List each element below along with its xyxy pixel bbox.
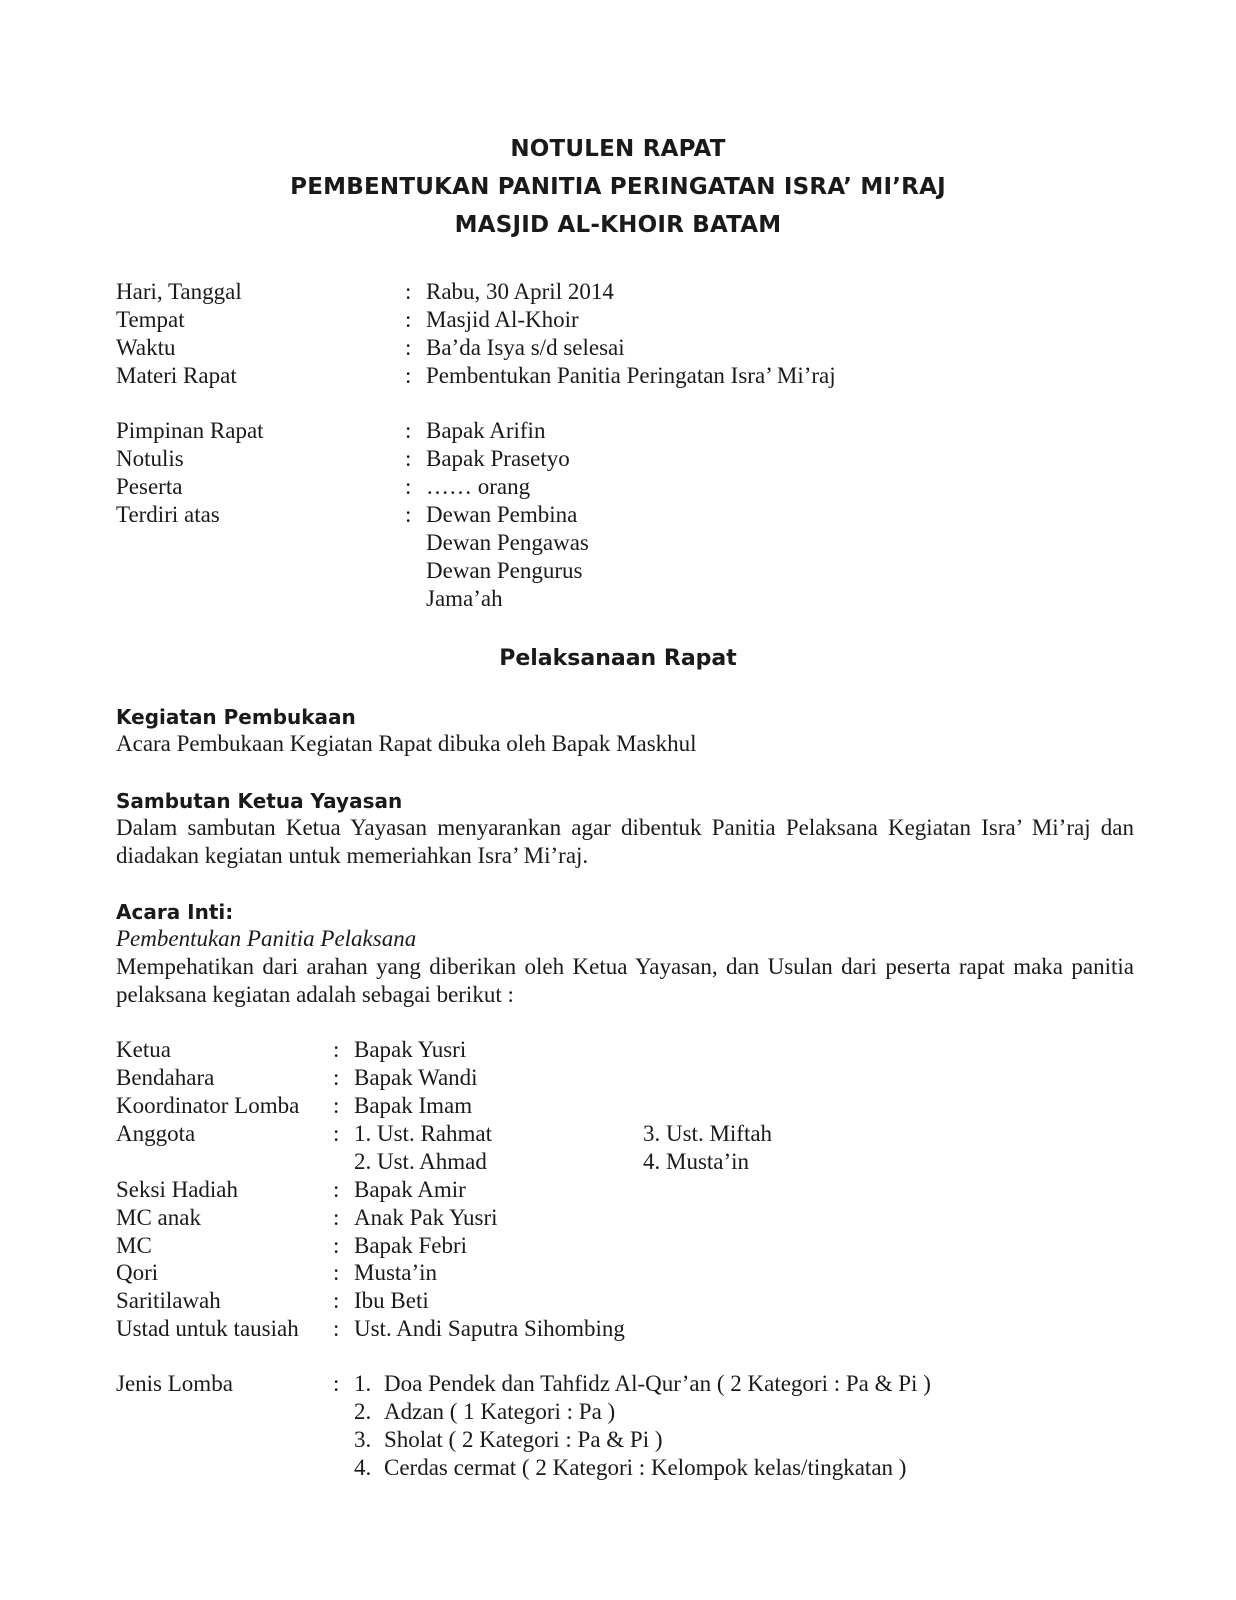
info-value: Rabu, 30 April 2014 [426,279,614,304]
colon: : [405,307,412,332]
info-value: Pembentukan Panitia Peringatan Isra’ Mi’raj [426,363,836,388]
info-value: …… orang [426,474,531,499]
info-value: Jama’ah [426,586,503,611]
committee-label: Saritilawah [116,1288,221,1313]
anggota-member: 3. Ust. Miftah [643,1121,773,1146]
lomba-item: Cerdas cermat ( 2 Kategori : Kelompok kelas/tingkatan ) [384,1455,907,1480]
colon: : [405,279,412,304]
lomba-label: Jenis Lomba [116,1371,233,1396]
anggota-member: 2. Ust. Ahmad [354,1149,487,1174]
heading-acara-inti: Acara Inti: [116,900,234,924]
committee-label: Anggota [116,1121,196,1146]
info-label: Tempat [116,307,185,332]
info-label: Peserta [116,474,183,499]
title-line-1: NOTULEN RAPAT [510,136,726,162]
colon: : [333,1316,340,1341]
info-value: Ba’da Isya s/d selesai [426,335,625,360]
colon: : [333,1177,340,1202]
committee-label: MC anak [116,1205,201,1230]
colon: : [405,363,412,388]
colon: : [405,418,412,443]
info-value: Bapak Arifin [426,418,546,443]
colon: : [333,1093,340,1118]
lomba-item: Doa Pendek dan Tahfidz Al-Qur’an ( 2 Kategori : Pa & Pi ) [384,1371,931,1396]
committee-value: Bapak Febri [354,1233,468,1258]
committee-label: Qori [116,1260,159,1285]
colon: : [405,446,412,471]
info-label: Terdiri atas [116,502,220,527]
colon: : [405,335,412,360]
lomba-number: 3. [354,1427,372,1452]
committee-label: MC [116,1233,152,1258]
subheading-pembentukan: Pembentukan Panitia Pelaksana [116,926,417,951]
committee-label: Ketua [116,1037,171,1062]
colon: : [405,474,412,499]
colon: : [333,1121,340,1146]
info-label: Materi Rapat [116,363,237,388]
info-value: Bapak Prasetyo [426,446,570,471]
committee-value: Bapak Yusri [354,1037,467,1062]
info-value: Masjid Al-Khoir [426,307,579,332]
colon: : [333,1371,340,1396]
info-label: Hari, Tanggal [116,279,242,304]
lomba-item: Sholat ( 2 Kategori : Pa & Pi ) [384,1427,663,1452]
lomba-item: Adzan ( 1 Kategori : Pa ) [384,1399,616,1424]
info-label: Pimpinan Rapat [116,418,264,443]
committee-value: Ibu Beti [354,1288,429,1313]
committee-label: Ustad untuk tausiah [116,1316,299,1341]
info-value: Dewan Pengawas [426,530,589,555]
committee-value: Musta’in [354,1260,438,1285]
lomba-number: 2. [354,1399,372,1424]
paragraph-acara-inti: Mempehatikan dari arahan yang diberikan oleh Ketua Yayasan, dan Usulan dari peserta rapat maka panitia pelaksana kegiatan adalah sebagai berikut : [116,954,1134,1007]
document-title [0,130,1236,244]
colon: : [333,1260,340,1285]
colon: : [333,1037,340,1062]
committee-value: Ust. Andi Saputra Sihombing [354,1316,625,1341]
committee-label: Bendahara [116,1065,215,1090]
title-line-3: MASJID AL-KHOIR BATAM [454,212,782,238]
lomba-number: 1. [354,1371,372,1396]
committee-label: Seksi Hadiah [116,1177,239,1202]
info-value: Dewan Pembina [426,502,578,527]
heading-kegiatan-pembukaan: Kegiatan Pembukaan [116,705,356,729]
colon: : [333,1288,340,1313]
lomba-number: 4. [354,1455,372,1480]
committee-value: Bapak Imam [354,1093,473,1118]
anggota-member: 4. Musta’in [643,1149,750,1174]
committee-label: Koordinator Lomba [116,1093,300,1118]
heading-sambutan: Sambutan Ketua Yayasan [116,789,403,813]
info-label: Notulis [116,446,184,471]
colon: : [333,1233,340,1258]
committee-value: Bapak Wandi [354,1065,478,1090]
paragraph-sambutan: Dalam sambutan Ketua Yayasan menyarankan agar dibentuk Panitia Pelaksana Kegiatan Isra’ Mi’raj dan diadakan kegiatan untuk memeriahkan Isra’ Mi’raj. [116,815,1134,868]
title-line-2: PEMBENTUKAN PANITIA PERINGATAN ISRA’ MI’RAJ [290,174,946,200]
section-heading-pelaksanaan: Pelaksanaan Rapat [499,646,737,671]
info-value: Dewan Pengurus [426,558,583,583]
committee-value: Anak Pak Yusri [354,1205,498,1230]
anggota-member: 1. Ust. Rahmat [354,1121,492,1146]
colon: : [333,1065,340,1090]
info-label: Waktu [116,335,176,360]
colon: : [405,502,412,527]
paragraph-pembukaan: Acara Pembukaan Kegiatan Rapat dibuka oleh Bapak Maskhul [116,731,697,756]
committee-value: Bapak Amir [354,1177,466,1202]
colon: : [333,1205,340,1230]
